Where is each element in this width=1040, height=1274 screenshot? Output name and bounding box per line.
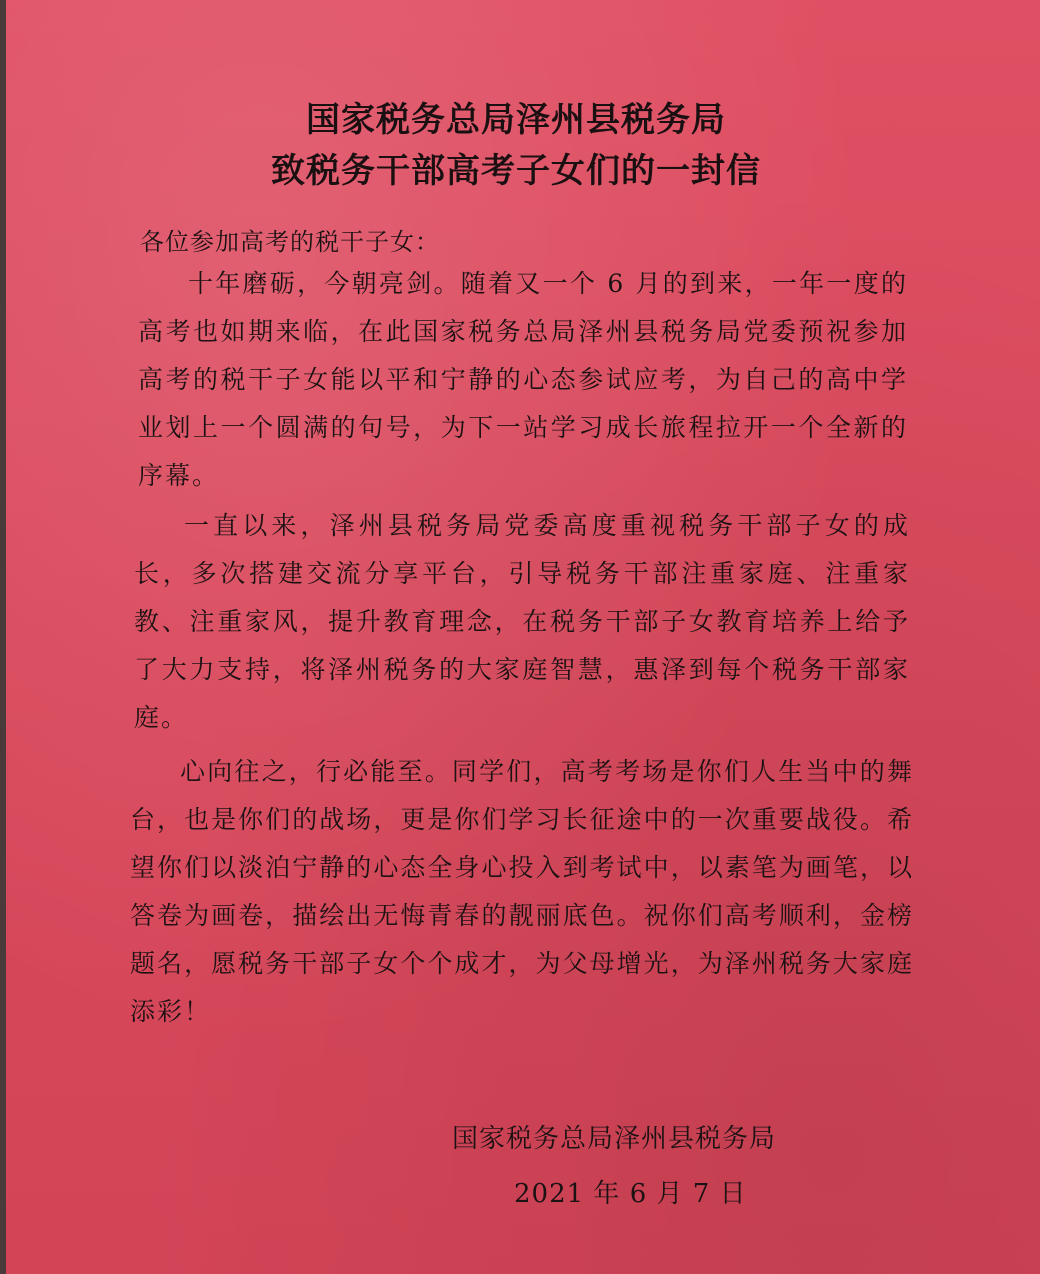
- signature-organization: 国家税务总局泽州县税务局: [452, 1124, 777, 1154]
- letter-title-line-2: 致税务干部高考子女们的一封信: [271, 151, 761, 191]
- letter-paragraph-3: 心向往之，行必能至。同学们，高考考场是你们人生当中的舞台，也是你们的战场，更是你们学习长征途中的一次重要战役。希望你们以淡泊宁静的心态全身心投入到考试中，以素笔为画笔，以答卷为画卷，描绘出无悔青春的靓丽底色。祝你们高考顺利，金榜题名，愿税务干部子女个个成才，为父母增光，为泽州税务大家庭添彩！: [130, 757, 914, 1026]
- letter-title-line-1: 国家税务总局泽州县税务局: [306, 100, 726, 140]
- letter-paragraph-1: 十年磨砺，今朝亮剑。随着又一个 6 月的到来，一年一度的高考也如期来临，在此国家税务总局泽州县税务局党委预祝参加高考的税干子女能以平和宁静的心态参试应考，为自己的高中学业划上一个圆满的句号，为下一站学习成长旅程拉开一个全新的序幕。: [138, 269, 908, 490]
- letter-greeting: 各位参加高考的税干子女：: [140, 228, 440, 256]
- letter-paragraph-2: 一直以来，泽州县税务局党委高度重视税务干部子女的成长，多次搭建交流分享平台，引导税务干部注重家庭、注重家教、注重家风，提升教育理念，在税务干部子女教育培养上给予了大力支持，将泽州税务的大家庭智慧，惠泽到每个税务干部家庭。: [134, 511, 910, 732]
- signature-date: 2021 年 6 月 7 日: [514, 1179, 747, 1209]
